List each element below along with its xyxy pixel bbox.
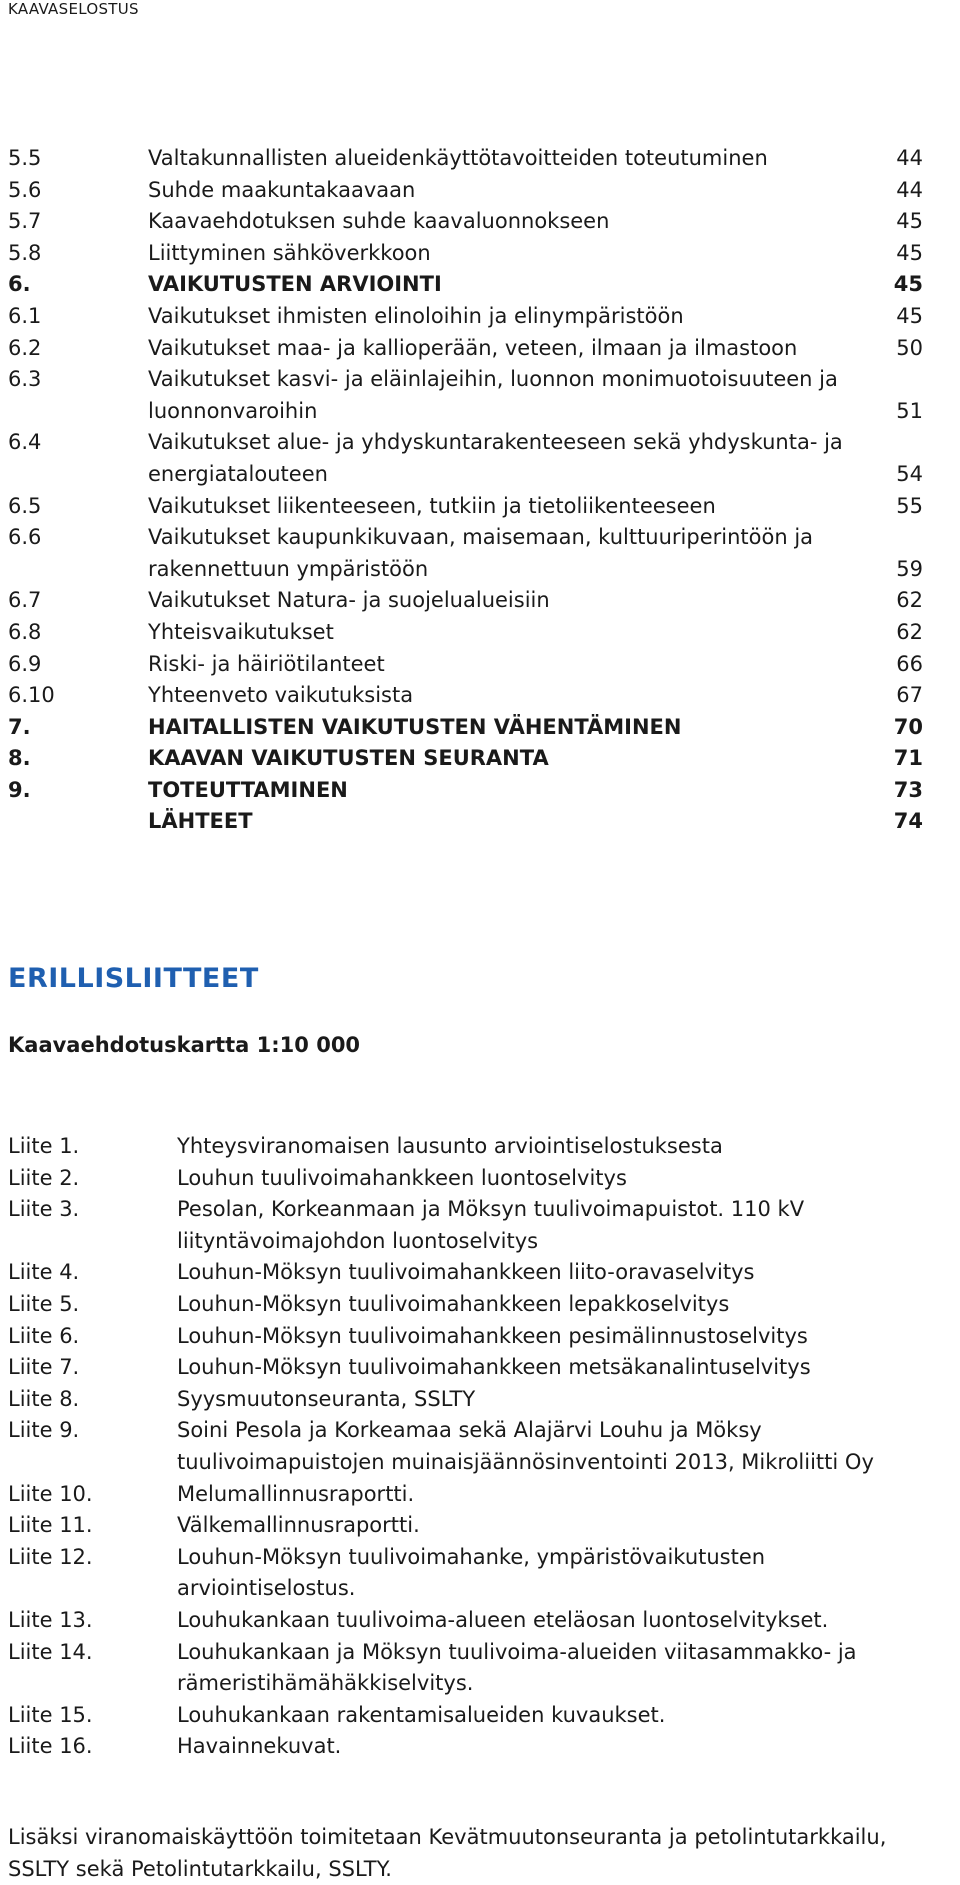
toc-title: VAIKUTUSTEN ARVIOINTI: [148, 272, 442, 297]
attachment-label: Liite 11.: [8, 1513, 93, 1538]
toc-page-number: 44: [896, 146, 923, 170]
toc-number: 6.1: [8, 303, 42, 328]
map-attachment-line: Kaavaehdotuskartta 1:10 000: [8, 1033, 361, 1057]
attachment-row: [8, 1700, 943, 1732]
toc-title: Vaikutukset kaupunkikuvaan, maisemaan, kulttuuriperintöön ja rakennettuun ympäristöön: [148, 525, 814, 581]
attachment-title: Syysmuutonseuranta, SSLTY: [177, 1386, 476, 1411]
toc-title: Valtakunnallisten alueidenkäyttötavoitteiden toteutuminen: [148, 146, 768, 170]
toc-page-number: 59: [896, 556, 923, 581]
attachment-title: Havainnekuvat.: [177, 1734, 342, 1759]
toc-row: [8, 491, 923, 523]
attachment-title: Yhteysviranomaisen lausunto arviointiselostuksesta: [177, 1134, 723, 1158]
toc-number: 6.7: [8, 588, 42, 613]
toc-title: Suhde maakuntakaavaan: [148, 177, 416, 202]
toc-row: [8, 775, 923, 807]
attachment-title: Louhun tuulivoimahankkeen luontoselvitys: [177, 1165, 627, 1190]
toc-title: Kaavaehdotuksen suhde kaavaluonnokseen: [148, 209, 610, 234]
attachment-row: [8, 1257, 943, 1289]
attachment-title: Louhukankaan tuulivoima-alueen eteläosan luontoselvitykset.: [177, 1607, 829, 1632]
toc-row: [8, 333, 923, 365]
toc-row: [8, 712, 923, 744]
toc-title: Vaikutukset Natura- ja suojelualueisiin: [148, 588, 550, 613]
toc-title: Riski- ja häiriötilanteet: [148, 651, 385, 676]
attachment-label: Liite 15.: [8, 1702, 93, 1727]
toc-page-number: 44: [896, 177, 923, 202]
attachment-label: Liite 3.: [8, 1197, 80, 1222]
toc-number: 8.: [8, 746, 31, 771]
attachment-label: Liite 7.: [8, 1355, 80, 1380]
toc-row: [8, 649, 923, 681]
attachment-row: [8, 1131, 943, 1163]
toc-row: [8, 206, 923, 238]
toc-number: 6.6: [8, 525, 42, 550]
attachment-label: Liite 4.: [8, 1260, 80, 1285]
attachment-row: [8, 1194, 943, 1257]
toc-page-number: 55: [896, 493, 923, 518]
toc-page-number: 70: [893, 714, 923, 739]
toc-number: 6.3: [8, 367, 42, 392]
document-header: KAAVASELOSTUS: [8, 0, 139, 18]
attachment-title: Louhun-Möksyn tuulivoimahanke, ympäristövaikutusten arviointiselostus.: [177, 1544, 766, 1601]
attachment-title: Melumallinnusraportti.: [177, 1481, 415, 1506]
toc-number: 6.10: [8, 683, 55, 708]
toc-number: 5.8: [8, 240, 42, 265]
toc-title: KAAVAN VAIKUTUSTEN SEURANTA: [148, 746, 549, 771]
toc-number: 6.9: [8, 651, 42, 676]
footer-note: Lisäksi viranomaiskäyttöön toimitetaan Kevätmuutonseuranta ja petolintutarkkailu, SSLTY sekä Petolintutarkkailu, SSLTY.: [8, 1825, 887, 1881]
toc-number: 6.5: [8, 493, 42, 518]
toc-page-number: 62: [896, 588, 923, 613]
attachment-label: Liite 1.: [8, 1134, 80, 1158]
attachment-label: Liite 6.: [8, 1323, 80, 1348]
toc-page-number: 73: [893, 777, 923, 802]
toc-page-number: 50: [896, 335, 923, 360]
toc-number: 6.8: [8, 619, 42, 644]
attachment-label: Liite 8.: [8, 1386, 80, 1411]
attachment-title: Soini Pesola ja Korkeamaa sekä Alajärvi Louhu ja Möksy tuulivoimapuistojen muinaisjäännösinventointi 2013, Mikroliitti Oy: [177, 1418, 874, 1474]
attachment-row: [8, 1542, 943, 1605]
toc-page-number: 67: [896, 683, 923, 708]
toc-number: 7.: [8, 714, 31, 739]
attachment-label: Liite 14.: [8, 1639, 93, 1664]
toc-row: [8, 238, 923, 270]
toc-number: 5.7: [8, 209, 42, 234]
toc-page-number: 45: [896, 303, 923, 328]
toc-page-number: 71: [893, 746, 923, 771]
toc-page-number: 62: [896, 619, 923, 644]
table-of-contents: [8, 143, 923, 838]
toc-page-number: 45: [896, 209, 923, 234]
toc-page-number: 51: [896, 398, 923, 423]
toc-number: 6.2: [8, 335, 42, 360]
attachment-label: Liite 13.: [8, 1607, 93, 1632]
attachment-title: Louhun-Möksyn tuulivoimahankkeen liito-oravaselvitys: [177, 1260, 755, 1285]
toc-row: [8, 143, 923, 175]
toc-title: Vaikutukset alue- ja yhdyskuntarakenteeseen sekä yhdyskunta- ja energiatalouteen: [148, 430, 843, 486]
toc-number: 5.5: [8, 146, 42, 170]
toc-number: 9.: [8, 777, 31, 802]
toc-title: Yhteenveto vaikutuksista: [148, 683, 414, 708]
attachment-row: [8, 1415, 943, 1478]
attachment-label: Liite 5.: [8, 1291, 80, 1316]
toc-title: TOTEUTTAMINEN: [148, 777, 348, 802]
toc-page-number: 54: [896, 461, 923, 486]
attachment-row: [8, 1289, 943, 1321]
attachment-row: [8, 1510, 943, 1542]
attachment-list: [8, 1131, 943, 1763]
toc-number: [8, 806, 148, 838]
toc-title: Vaikutukset maa- ja kallioperään, veteen, ilmaan ja ilmastoon: [148, 335, 798, 360]
attachment-title: Louhukankaan rakentamisalueiden kuvaukset.: [177, 1702, 666, 1727]
attachment-title: Louhun-Möksyn tuulivoimahankkeen lepakkoselvitys: [177, 1291, 730, 1316]
attachment-title: Louhukankaan ja Möksyn tuulivoima-alueiden viitasammakko- ja rämeristihämähäkkiselvitys.: [177, 1639, 857, 1696]
attachment-title: Pesolan, Korkeanmaan ja Möksyn tuulivoimapuistot. 110 kV liityntävoimajohdon luontoselvitys: [177, 1197, 805, 1253]
attachment-title: Louhun-Möksyn tuulivoimahankkeen pesimälinnustoselvitys: [177, 1323, 808, 1348]
toc-title: Vaikutukset liikenteeseen, tutkiin ja tietoliikenteeseen: [148, 493, 716, 518]
toc-title: LÄHTEET: [148, 809, 253, 834]
toc-row: [8, 585, 923, 617]
toc-row: [8, 427, 923, 490]
attachment-label: Liite 10.: [8, 1481, 93, 1506]
toc-row: [8, 522, 923, 585]
toc-row: [8, 617, 923, 649]
toc-number: 6.: [8, 272, 31, 297]
toc-row: [8, 269, 923, 301]
toc-row: [8, 806, 923, 838]
attachment-label: Liite 16.: [8, 1734, 93, 1759]
toc-page-number: 66: [896, 651, 923, 676]
toc-title: HAITALLISTEN VAIKUTUSTEN VÄHENTÄMINEN: [148, 714, 682, 739]
toc-title: Vaikutukset kasvi- ja eläinlajeihin, luonnon monimuotoisuuteen ja luonnonvaroihin: [148, 367, 838, 423]
toc-row: [8, 743, 923, 775]
attachment-row: [8, 1605, 943, 1637]
attachment-row: [8, 1637, 943, 1700]
attachment-label: Liite 2.: [8, 1165, 80, 1190]
attachment-label: Liite 9.: [8, 1418, 80, 1443]
attachment-row: [8, 1163, 943, 1195]
attachment-title: Välkemallinnusraportti.: [177, 1513, 420, 1538]
attachment-row: [8, 1384, 943, 1416]
attachment-row: [8, 1731, 943, 1763]
toc-page-number: 45: [893, 272, 923, 297]
attachments-heading: ERILLISLIITTEET: [8, 963, 259, 994]
attachment-row: [8, 1479, 943, 1511]
toc-page-number: 45: [896, 240, 923, 265]
toc-row: [8, 364, 923, 427]
toc-number: 5.6: [8, 177, 42, 202]
toc-title: Yhteisvaikutukset: [148, 619, 334, 644]
toc-row: [8, 680, 923, 712]
toc-row: [8, 301, 923, 333]
toc-number: 6.4: [8, 430, 42, 455]
toc-page-number: 74: [893, 809, 923, 834]
attachment-title: Louhun-Möksyn tuulivoimahankkeen metsäkanalintuselvitys: [177, 1355, 811, 1380]
attachment-row: [8, 1321, 943, 1353]
attachment-label: Liite 12.: [8, 1544, 93, 1569]
attachment-row: [8, 1352, 943, 1384]
toc-title: Vaikutukset ihmisten elinoloihin ja elinympäristöön: [148, 303, 684, 328]
toc-row: [8, 175, 923, 207]
toc-title: Liittyminen sähköverkkoon: [148, 240, 431, 265]
